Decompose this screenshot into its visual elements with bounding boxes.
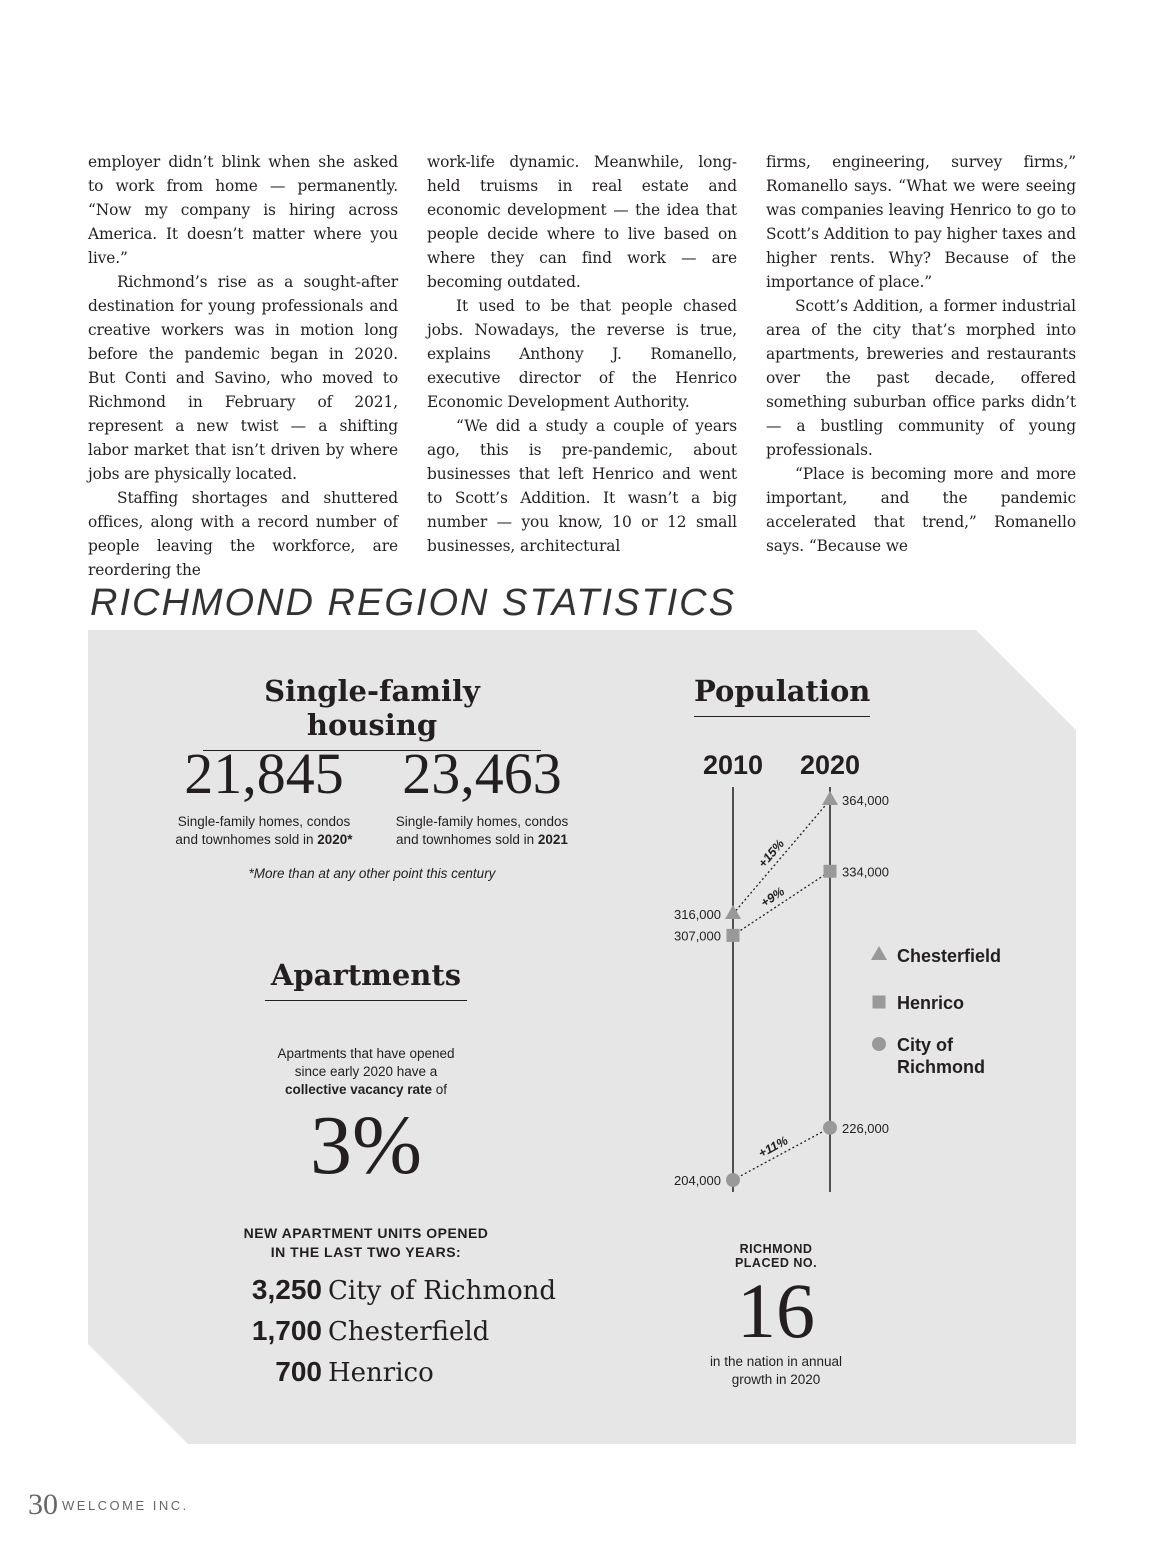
city-of-richmond-2020-marker — [823, 1121, 837, 1135]
paragraph: employer didn’t blink when she asked to work from home — permanently. “Now my company is hiring across America. It doesn’t matter where you live.” — [88, 153, 398, 267]
chesterfield-2010-label: 316,000 — [674, 907, 721, 922]
legend-chesterfield-label: Chesterfield — [897, 946, 1002, 966]
city-of-richmond-percent-change: +11% — [756, 1133, 791, 1161]
housing-footnote: *More than at any other point this century — [248, 866, 496, 881]
page-footer — [28, 1488, 189, 1522]
year-label-2020: 2020 — [799, 750, 861, 780]
henrico-2020-label: 334,000 — [842, 864, 889, 880]
year-label-2010: 2010 — [702, 750, 764, 780]
new-units-heading: NEW APARTMENT UNITS OPENED IN THE LAST TWO YEARS: — [243, 1225, 489, 1260]
chesterfield-2020-marker — [822, 791, 838, 805]
page-number: 30 — [28, 1488, 58, 1521]
vacancy-rate-value: 3% — [310, 1099, 422, 1192]
homes-sold-2020-value: 21,845 — [184, 741, 344, 806]
paragraph: Richmond’s rise as a sought-after destination for young professionals and creative workers was in motion long before the pandemic began in 2020. But Conti and Savino, who moved to Richmond in February of 2021, represent a new twist — a shifting labor market that isn’t driven by where jobs are physically located. — [88, 273, 398, 483]
magazine-name: WELCOME INC. — [62, 1497, 189, 1513]
paragraph: It used to be that people chased jobs. Nowadays, the reverse is true, explains Anthony J. Romanello, executive director of the Henrico Economic Development Authority. — [427, 297, 737, 411]
units-row-henrico: 700 Henrico — [275, 1356, 434, 1388]
chesterfield-percent-change: +15% — [755, 836, 788, 871]
henrico-change-line — [733, 871, 830, 935]
chesterfield-2010-marker — [725, 905, 741, 919]
units-row-chesterfield: 1,700 Chesterfield — [251, 1315, 490, 1347]
homes-sold-2020-caption: Single-family homes, condos and townhomes sold in 2020* — [175, 814, 353, 847]
paragraph: Staffing shortages and shuttered offices, along with a record number of people leaving the workforce, are reordering the — [88, 489, 398, 579]
paragraph: work-life dynamic. Meanwhile, long-held truisms in real estate and economic development — the idea that people decide where to live based on where they can find work — are becoming outdated. — [427, 153, 737, 291]
city-of-richmond-2010-label: 204,000 — [674, 1173, 721, 1188]
vacancy-caption: Apartments that have opened since early 2020 have a collective vacancy rate of — [277, 1046, 455, 1097]
placed-heading: RICHMOND PLACED NO. — [734, 1242, 818, 1270]
paragraph: Scott’s Addition, a former industrial area of the city that’s morphed into apartments, breweries and restaurants over the past decade, offered something suburban office parks didn’t — a bustling community of young professionals. — [766, 297, 1076, 459]
henrico-percent-change: +9% — [758, 884, 788, 911]
population-heading: Population — [694, 674, 870, 717]
growth-rank-value: 16 — [737, 1267, 815, 1354]
legend-city-of-richmond-marker — [872, 1037, 886, 1051]
paragraph: “We did a study a couple of years ago, this is pre-pandemic, about businesses that left Henrico and went to Scott’s Addition. It wasn’t a big number — you know, 10 or 12 small businesses, architectural — [427, 417, 737, 555]
legend-henrico-marker — [873, 996, 886, 1009]
legend-chesterfield-marker — [871, 946, 887, 960]
city-of-richmond-2020-label: 226,000 — [842, 1120, 889, 1136]
legend-henrico-label: Henrico — [897, 993, 965, 1013]
apartments-heading: Apartments — [265, 958, 467, 1001]
section-title: RICHMOND REGION STATISTICS — [90, 582, 736, 624]
city-of-richmond-2010-marker — [726, 1173, 740, 1187]
legend-city-of-richmond-label: City of — [897, 1035, 953, 1055]
henrico-2010-label: 307,000 — [674, 928, 721, 944]
growth-rank-caption: in the nation in annual growth in 2020 — [709, 1354, 843, 1387]
paragraph: firms, engineering, survey firms,” Romanello says. “What we were seeing was companies leaving Henrico to go to Scott’s Addition to pay higher taxes and higher rents. Why? Because of the importance of place.” — [766, 153, 1076, 291]
homes-sold-2021-value: 23,463 — [402, 741, 562, 806]
henrico-2020-marker — [824, 865, 837, 878]
paragraph: “Place is becoming more and more important, and the pandemic accelerated that trend,” Romanello says. “Because we — [766, 465, 1076, 555]
legend-city-of-richmond-label-line2: Richmond — [897, 1057, 985, 1077]
chesterfield-2020-label: 364,000 — [842, 793, 889, 808]
homes-sold-2021-caption: Single-family homes, condos and townhomes sold in 2021 — [395, 814, 569, 847]
henrico-2010-marker — [727, 929, 740, 942]
units-row-city-of-richmond: 3,250 City of Richmond — [251, 1274, 557, 1306]
housing-heading: Single-family housing — [203, 674, 541, 751]
